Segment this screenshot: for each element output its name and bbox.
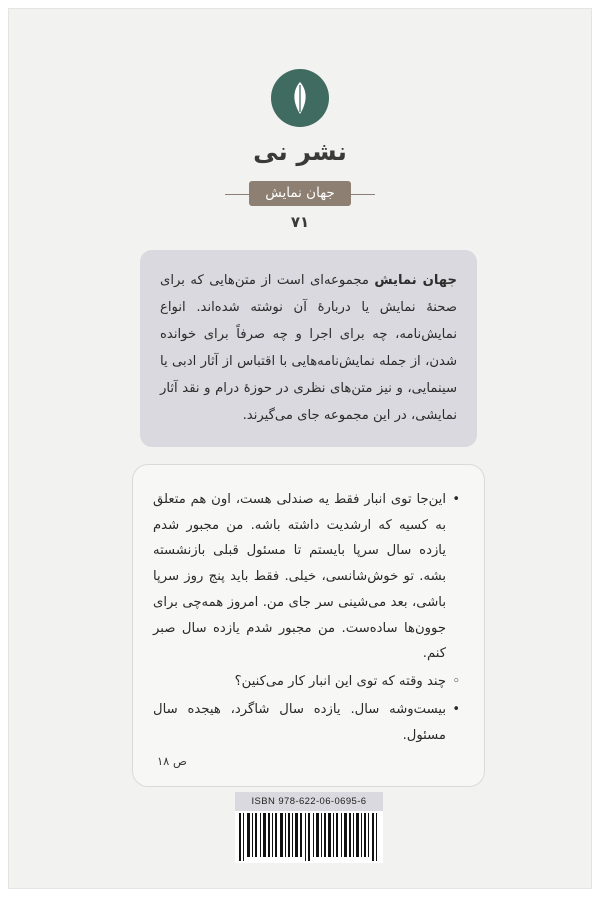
- publisher-block: [9, 69, 591, 166]
- series-description-body: مجموعه‌ای است از متن‌هایی که برای صحنهٔ نمایش یا دربارهٔ آن نوشته شده‌اند. انواع نمایش‌نامه، چه برای اجرا و چه صرفاً برای خوانده شدن، از جمله نمایش‌نامه‌هایی با اقتباس از آثار ادبی یا سینمایی، و نیز متن‌های نظری در حوزهٔ درام و نقد آثار نمایشی، در این مجموعه جای می‌گیرند.: [160, 273, 457, 424]
- series-block: [9, 181, 591, 231]
- cover-background: [8, 8, 592, 889]
- series-number: ۷۱: [290, 213, 310, 231]
- excerpt-page-reference: ص ۱۸: [157, 754, 187, 769]
- excerpt-list: [153, 487, 460, 748]
- series-description-text: [160, 267, 457, 429]
- leaf-in-circle-icon: [271, 69, 329, 127]
- excerpt-card: [132, 464, 485, 787]
- series-description-lead: جهان نمایش: [374, 273, 457, 288]
- leaf-icon: [289, 81, 311, 115]
- isbn-text: ISBN 978-622-06-0695-6: [235, 792, 383, 811]
- list-item: • این‌جا توی انبار فقط یه صندلی هست، اون هم متعلق به کسیه که ارشدیت داشته باشه. من مجبور شدم یازده سال سرپا بایستم تا مسئول قبلی بازنشسته بشه. تو خوش‌شانسی، خیلی. فقط باید پنج روز سرپا باشی، بعد می‌شینی سر جای من. امروز همه‌چی برای جوون‌ها ساده‌ست. من مجبور شدم یازده سال صبر کنم.: [153, 487, 460, 667]
- isbn-barcode-block: [235, 792, 383, 863]
- barcode-image: [235, 811, 383, 863]
- list-item: • بیست‌وشه سال. یازده سال شاگرد، هیجده سال مسئول.: [153, 697, 460, 748]
- series-description-card: [140, 250, 477, 447]
- list-item: ◦ چند وقته که توی این انبار کار می‌کنین؟: [153, 669, 460, 695]
- publisher-name: نشر نی: [253, 137, 347, 166]
- series-badge: جهان نمایش: [249, 181, 351, 206]
